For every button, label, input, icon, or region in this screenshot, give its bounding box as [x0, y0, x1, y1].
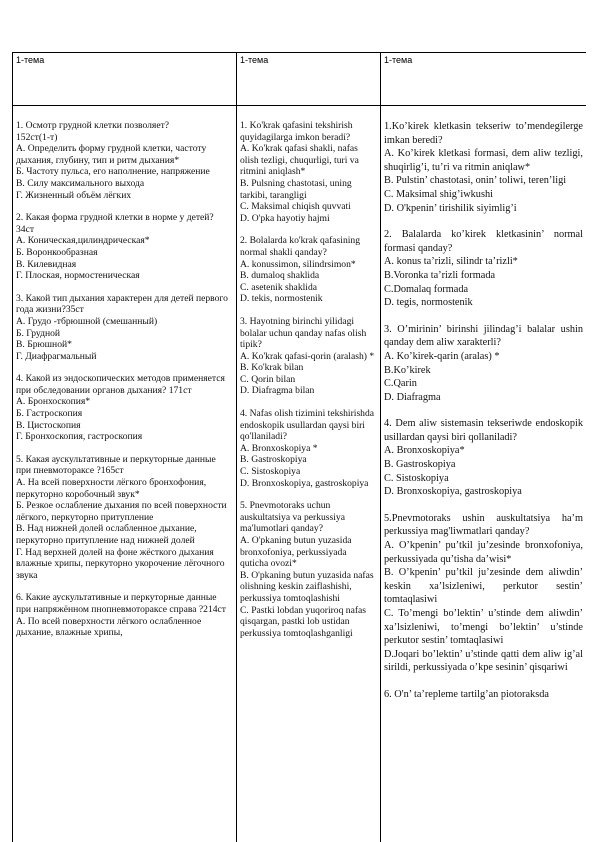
question-text: 2. Balalarda ko’kirek kletkasinin’ normal formasi qanday? — [384, 229, 583, 254]
question-block — [384, 417, 583, 499]
answer-option: В. Брюшной* — [16, 339, 72, 351]
answer-option: А. Определить форму грудной клетки, частоту дыхания, глубину, тип и ритм дыхания* — [16, 143, 207, 166]
answer-option: C.Qarin — [384, 378, 417, 390]
answer-option: D. tekis, normostenik — [240, 293, 323, 305]
russian-column — [13, 106, 237, 842]
answer-option: D.Joqari bo’lektin’ u’stinde qatti dem aliw ig’al sirildi, perkussiyada o’kpe sesinin’ qisqariwi — [384, 648, 583, 674]
question-block — [16, 120, 233, 201]
answer-option: A. Ko’kirek-qarin (aralas) * — [384, 350, 500, 362]
questions-row — [13, 106, 587, 842]
question-text: 6. O'n’ ta’repleme tartilg’an piotoraksda — [384, 688, 549, 700]
answer-option: B.Voronka ta’rizli formada — [384, 269, 496, 281]
question-block — [384, 120, 583, 215]
answer-option: А. Бронхоскопия* — [16, 396, 91, 408]
answer-option: A. Ko'krak qafasi-qorin (aralash) * — [240, 350, 375, 362]
question-block — [384, 688, 583, 702]
question-text: 1.Ko’kirek kletkasin tekseriw to’mendegilerge imkan beredi? — [384, 121, 583, 146]
question-text: 3. Какой тип дыхания характерен для детей первого года жизни?35ст — [16, 292, 228, 316]
answer-option: Б. Воронкообразная — [16, 246, 98, 258]
column-header-3: 1-тема — [381, 53, 587, 106]
answer-option: D. Bronxoskopiya, gastroskopiya — [240, 477, 369, 489]
answer-option: А. Грудо -тбрюшной (смешанный) — [16, 315, 158, 327]
question-block — [16, 454, 233, 582]
answer-option: A. Bronxoskopiya * — [240, 442, 318, 454]
question-text: 2. Какая форма грудной клетки в норме у детей? 34ст — [16, 212, 214, 235]
question-block — [16, 373, 233, 443]
answer-option: В. Килевидная — [16, 258, 77, 270]
question-block — [240, 408, 377, 489]
answer-option: В. Силу максимального выхода — [16, 177, 145, 189]
answer-option: B. Gastroskopiya — [384, 459, 456, 471]
question-block — [16, 212, 233, 282]
answer-option: C. Maksimal shig’iwkushi — [384, 188, 493, 200]
question-text: 4. Nafas olish tizimini tekshirishda endoskopik usullardan qaysi biri qo'llaniladi? — [240, 408, 375, 443]
question-block — [240, 316, 377, 397]
question-block — [16, 293, 233, 363]
answer-option: В. Над нижней долей ослабленное дыхание, перкуторно притупление над нижней долей — [16, 523, 197, 546]
question-text: 1. Осмотр грудной клетки позволяет? — [16, 120, 170, 131]
question-text: 5. Pnevmotoraks uchun auskultatsiya va perkussiya ma'lumotlari qanday? — [240, 500, 345, 535]
answer-option: A. konussimon, silindrsimon* — [240, 258, 356, 270]
document-page — [12, 52, 586, 842]
answer-option: A. Bronxoskopiya* — [384, 445, 465, 457]
answer-option: C.Domalaq formada — [384, 283, 469, 295]
answer-option: B. Gastroskopiya — [240, 454, 307, 466]
answer-option: A. O’kpenin’ pu’tkil ju’zesinde bronxofoniya, perkussiyada qu’tisha da’wisi* — [384, 540, 583, 565]
question-text: 4. Какой из эндоскопических методов применяется при обследовании органов дыхания? 171ст — [16, 373, 225, 396]
answer-option: Г. Бронхоскопия, гастроскопия — [16, 431, 143, 443]
answer-option: B. Pulstin’ chastotasi, onin’ toliwi, teren’ligi — [384, 175, 567, 187]
answer-option: C. To’mengi bo’lektin’ u’stinde dem aliwdin’ xa’lsizleniwi, to’mengi bo’lektin’ u’stinde perkutor sestin’ tomtaqlasiwi — [384, 608, 583, 647]
answer-option: C. Qorin bilan — [240, 373, 296, 385]
answer-option: B. Ko'krak bilan — [240, 362, 304, 374]
answer-option: D. tegis, normostenik — [384, 297, 473, 309]
answer-option: D. Diafragma — [384, 391, 441, 403]
answer-option: 152ст(1-т) — [16, 131, 58, 143]
question-text: 3. O’mirinin’ birinshi jilindag’i balalar ushin qanday dem aliw xarakterli? — [384, 323, 583, 349]
answer-option: B.Ko’kirek — [384, 364, 431, 376]
question-text: 1. Ko'krak qafasini tekshirish quyidagilarga imkon beradi? — [240, 120, 353, 143]
answer-option: Г. Над верхней долей на фоне жёсткого дыхания влажные хрипы, перкуторно укорочение лёгочного звука — [16, 546, 225, 581]
question-block — [240, 235, 377, 305]
question-block — [384, 323, 583, 405]
answer-option: B. dumaloq shaklida — [240, 270, 320, 282]
question-text: 5.Pnevmotoraks ushin auskultatsiya ha’m perkussiya mag'liwmatlari qanday? — [384, 512, 583, 538]
header-row — [13, 53, 587, 106]
question-text: 6. Какие аускультативные и перкуторные данные при напряжённом пнопневмотораксе справа ?214ст — [16, 592, 226, 615]
answer-option: A. O'pkaning butun yuzasida bronxofoniya, perkussiyada quticha ovozi* — [240, 535, 352, 570]
answer-option: Г. Плоская, нормостеническая — [16, 270, 140, 282]
answer-option: Б. Гастроскопия — [16, 408, 83, 420]
answer-option: B. O’kpenin’ pu’tkil ju’zesinde dem aliwdin’ keskin xa’lsizleniwi, perkutor sestin’ tomtaqlasiwi — [384, 567, 583, 606]
answer-option: B. O'pkaning butun yuzasida nafas olishning keskin zaiflashishi, perkussiya tomtoqlashishi — [240, 569, 374, 604]
answer-option: А. Коническая,цилиндрическая* — [16, 235, 150, 247]
column-header-2: 1-тема — [237, 53, 381, 106]
answer-option: C. Pastki lobdan yuqoriroq nafas qisqargan, pastki lob ustidan perkussiya tomtoqlashganligi — [240, 604, 367, 639]
column-header-1: 1-тема — [13, 53, 237, 106]
answer-option: В. Цистоскопия — [16, 419, 81, 431]
answer-option: Б. Резкое ослабление дыхания по всей поверхности лёгкого, перкуторно притупление — [16, 500, 227, 523]
answer-option: D. O'pka hayotiy hajmi — [240, 212, 330, 224]
answer-option: D. Bronxoskopiya, gastroskopiya — [384, 486, 522, 498]
answer-option: Г. Диафрагмальный — [16, 350, 97, 362]
question-text: 2. Bolalarda ko'krak qafasining normal shakli qanday? — [240, 235, 361, 258]
answer-option: C. Maksimal chiqish quvvati — [240, 201, 351, 213]
answer-option: Б. Грудной — [16, 327, 61, 339]
uzbek-column — [237, 106, 381, 842]
answer-option: C. Sistoskopiya — [240, 466, 301, 478]
question-block — [384, 512, 583, 675]
answer-option: A. Ko'krak qafasi shakli, nafas olish tezligi, chuqurligi, turi va ritmini aniqlash* — [240, 143, 359, 178]
question-block — [240, 120, 377, 224]
question-text: 4. Dem aliw sistemasin tekseriwde endoskopik usillardan qaysi biri qollaniladi? — [384, 418, 583, 443]
karakalpak-column — [381, 106, 587, 842]
answer-option: Б. Частоту пульса, его наполнение, напряжение — [16, 166, 210, 178]
answer-option: B. Pulsning chastotasi, uning tarkibi, tarangligi — [240, 177, 352, 201]
question-text: 3. Hayotning birinchi yilidagi bolalar uchun qanday nafas olish tipik? — [240, 315, 367, 351]
answer-option: D. O'kpenin’ tirishilik siyimlig’i — [384, 202, 517, 214]
answer-option: D. Diafragma bilan — [240, 385, 315, 397]
answer-option: Г. Жизненный объём лёгких — [16, 189, 132, 201]
question-block — [240, 500, 377, 639]
question-table — [12, 52, 586, 842]
question-block — [16, 592, 233, 638]
answer-option: C. asetenik shaklida — [240, 281, 317, 293]
answer-option: C. Sistoskopiya — [384, 472, 449, 484]
question-text: 5. Какая аускультативные и перкуторные данные при пневмотораксе ?165ст — [16, 453, 216, 477]
answer-option: A. Ko’kirek kletkasi formasi, dem aliw tezligi, shuqirlig’i, tu’ri va ritmin aniqlaw* — [384, 148, 583, 173]
answer-option: А. По всей поверхности лёгкого ослабленное дыхание, влажные хрипы, — [16, 615, 202, 639]
answer-option: А. На всей поверхности лёгкого бронхофония, перкуторно коробочный звук* — [16, 477, 207, 500]
answer-option: A. konus ta’rizli, silindr ta’rizli* — [384, 256, 518, 268]
question-block — [384, 228, 583, 310]
